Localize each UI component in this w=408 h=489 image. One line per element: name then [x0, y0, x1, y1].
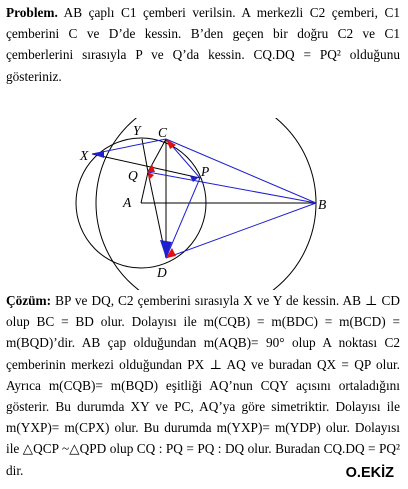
segment-cb [166, 139, 316, 203]
problem-text: AB çaplı C1 çemberi verilsin. A merkezli C2 çemberi, C1 çemberini C ve D’de kessin. B’den geçen bir doğru C2 ve C1 çemberlerini sırasıyla P ve Q’da kessin. CQ.DQ = PQ² olduğunu gösteriniz. [6, 5, 400, 84]
label-q: Q [128, 168, 138, 183]
label-d: D [157, 265, 167, 280]
segment-db [166, 203, 316, 258]
solution-text: BP ve DQ, C2 çemberini sırasıyla X ve Y de kessin. AB ⊥ CD olup BC = BD olur. Dolayısı ile m(CQB) = m(BDC) = m(BCD) = m(BQD)’dir. AB çap olduğundan m(AQB)= 90° olup A noktası C2 çemberinin merkezi olduğundan PX ⊥ AQ ve buradan QX = QP olur. Ayrıca m(CQB)= m(BQD) eşitliği AQ’nun CQY açısını ortaladığını gösterir. Bu durumda XY ve PC, AQ’ya göre simetriktir. Dolayısı ile m(YXP)= m(CPX) olur. Bu durumda m(YXP)= m(YDP) olur. Dolayısı ile △QCP ~△QPD olup CQ : PQ = PQ : DQ olur. Buradan CQ.DQ = PQ² dir. [6, 293, 400, 478]
problem-heading: Problem. [6, 5, 58, 20]
label-y: Y [133, 123, 141, 138]
segment-pd [166, 178, 200, 258]
solution-paragraph [6, 290, 400, 481]
author-signature: O.EKİZ [345, 465, 394, 481]
label-p: P [201, 164, 210, 179]
solution-heading: Çözüm: [6, 293, 52, 308]
angle-marker-x [92, 151, 104, 158]
label-c: C [158, 125, 168, 140]
label-a: A [123, 195, 132, 210]
segment-qa [141, 172, 148, 203]
segment-xp [92, 154, 200, 178]
geometry-figure [0, 118, 408, 290]
segment-qb [148, 172, 316, 203]
problem-paragraph [6, 2, 400, 87]
label-x: X [80, 148, 89, 163]
label-b: B [318, 197, 327, 212]
